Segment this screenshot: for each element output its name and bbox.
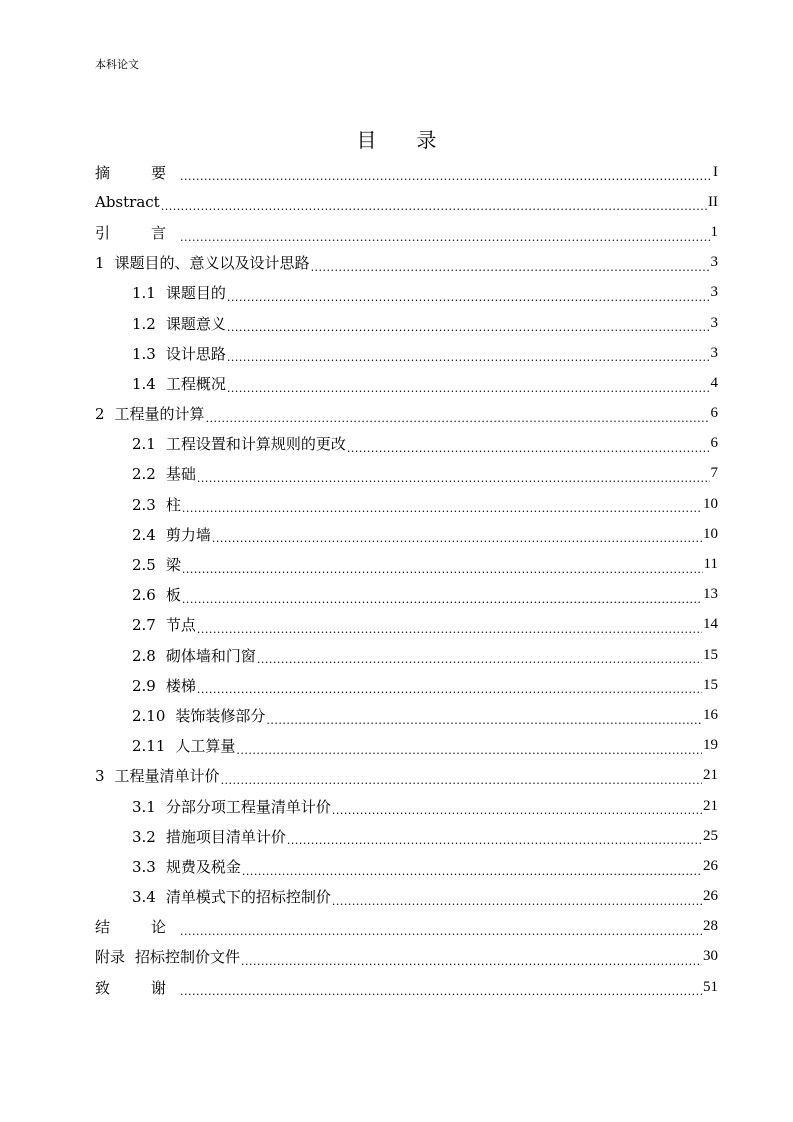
- toc-entry-label: 规费及税金: [165, 857, 241, 876]
- dot-leader: [197, 680, 702, 700]
- toc-entry-number: 2.4: [132, 525, 156, 544]
- toc-entry-number: 3.2: [132, 827, 156, 846]
- toc-entry-page: 21: [703, 767, 718, 784]
- toc-entry-page: 15: [703, 646, 718, 663]
- toc-entry-number: 1.2: [132, 314, 156, 333]
- toc-entry[interactable]: [95, 610, 718, 640]
- toc-entry-title: [132, 735, 235, 756]
- toc-entry-label: Abstract: [95, 193, 160, 212]
- toc-entry-page: 13: [703, 586, 718, 603]
- toc-entry-title: [132, 282, 226, 303]
- toc-entry-number: 附录: [95, 948, 126, 967]
- toc-entry-title: [132, 645, 256, 666]
- toc-entry-number: 2.1: [132, 435, 156, 454]
- toc-entry-number: 2.7: [132, 616, 156, 635]
- toc-entry-page: 15: [703, 676, 718, 693]
- dot-leader: [287, 831, 702, 851]
- dot-leader: [182, 560, 703, 580]
- toc-entry-title: [132, 494, 181, 515]
- toc-entry-number: 1.3: [132, 344, 156, 363]
- toc-entry-page: 4: [710, 374, 718, 391]
- dot-leader: [257, 650, 702, 670]
- toc-entry-title: [95, 403, 205, 424]
- toc-entry[interactable]: [95, 731, 718, 761]
- toc-entry-page: 21: [703, 797, 718, 814]
- toc-entry-label: 课题目的: [165, 284, 226, 303]
- toc-entry-label: 招标控制价文件: [135, 948, 241, 967]
- toc-title: 目录: [356, 128, 477, 152]
- toc-entry[interactable]: [95, 368, 718, 398]
- toc-entry-page: 3: [710, 344, 718, 361]
- toc-entry-title: [95, 162, 179, 183]
- toc-entry-title: [95, 222, 179, 243]
- toc-entry[interactable]: [95, 549, 718, 579]
- toc-entry-title: [132, 554, 181, 575]
- toc-entry-label: 基础: [165, 465, 196, 484]
- toc-entry[interactable]: [95, 791, 718, 821]
- toc-entry-label: 工程概况: [165, 374, 226, 393]
- toc-entry-page: 16: [703, 706, 718, 723]
- toc-entry-label: 摘 要: [95, 163, 180, 182]
- toc-entry-page: 26: [703, 888, 718, 905]
- toc-entry-number: 3.4: [132, 888, 156, 907]
- toc-entry-title: [132, 433, 346, 454]
- table-of-contents: [95, 157, 718, 1002]
- toc-entry-page: 10: [703, 495, 718, 512]
- toc-entry[interactable]: [95, 489, 718, 519]
- dot-leader: [180, 228, 709, 248]
- toc-entry-number: 1: [95, 254, 105, 273]
- toc-entry[interactable]: [95, 821, 718, 851]
- toc-entry-number: 1.1: [132, 284, 156, 303]
- toc-entry[interactable]: [95, 882, 718, 912]
- toc-entry[interactable]: [95, 278, 718, 308]
- toc-entry-title: [132, 313, 226, 334]
- toc-entry[interactable]: [95, 459, 718, 489]
- toc-entry[interactable]: [95, 640, 718, 670]
- toc-entry-title: [95, 193, 160, 211]
- toc-entry[interactable]: [95, 308, 718, 338]
- toc-entry-title: [95, 946, 240, 967]
- toc-entry-page: 6: [710, 435, 718, 452]
- toc-entry-page: 3: [710, 254, 718, 271]
- toc-entry-title: [95, 977, 179, 998]
- toc-entry-label: 剪力墙: [165, 525, 211, 544]
- toc-entry-page: 26: [703, 857, 718, 874]
- toc-entry[interactable]: [95, 429, 718, 459]
- toc-entry-label: 措施项目清单计价: [165, 827, 286, 846]
- toc-entry-number: 2.6: [132, 586, 156, 605]
- toc-entry-title: [132, 373, 226, 394]
- dot-leader: [227, 379, 710, 399]
- toc-entry-label: 工程量清单计价: [114, 767, 220, 786]
- toc-entry-label: 引 言: [95, 223, 180, 242]
- dot-leader: [161, 197, 707, 217]
- toc-entry[interactable]: [95, 338, 718, 368]
- toc-entry[interactable]: [95, 851, 718, 881]
- toc-entry-label: 节点: [165, 616, 196, 635]
- toc-entry-title: [132, 826, 286, 847]
- toc-entry-label: 课题目的、意义以及设计思路: [114, 254, 310, 273]
- toc-entry[interactable]: [95, 157, 718, 187]
- toc-entry-page: I: [713, 163, 718, 180]
- toc-entry-title: [132, 343, 226, 364]
- toc-entry-page: 30: [703, 948, 718, 965]
- dot-leader: [347, 439, 710, 459]
- toc-entry-page: 19: [703, 737, 718, 754]
- toc-entry-title: [132, 463, 196, 484]
- toc-entry-label: 柱: [165, 495, 181, 514]
- toc-entry-number: 2.5: [132, 556, 156, 575]
- dot-leader: [227, 288, 710, 308]
- toc-entry-label: 结 论: [95, 918, 180, 937]
- dot-leader: [180, 982, 702, 1002]
- dot-leader: [266, 711, 702, 731]
- toc-entry-page: II: [708, 193, 718, 210]
- toc-entry[interactable]: [95, 670, 718, 700]
- toc-entry-title: [132, 524, 211, 545]
- toc-entry-page: 7: [710, 465, 718, 482]
- toc-entry-label: 致 谢: [95, 978, 180, 997]
- toc-entry[interactable]: [95, 248, 718, 278]
- toc-entry-number: 2: [95, 405, 105, 424]
- dot-leader: [242, 862, 702, 882]
- dot-leader: [332, 801, 702, 821]
- toc-entry-page: 1: [710, 223, 718, 240]
- toc-entry-number: 2.9: [132, 676, 156, 695]
- toc-entry-label: 工程设置和计算规则的更改: [165, 435, 346, 454]
- toc-entry-title: [132, 886, 331, 907]
- toc-entry[interactable]: [95, 217, 718, 247]
- dot-leader: [227, 348, 710, 368]
- toc-entry-page: 6: [710, 405, 718, 422]
- toc-entry-number: 2.10: [132, 706, 166, 725]
- toc-entry-page: 28: [703, 918, 718, 935]
- dot-leader: [182, 590, 702, 610]
- toc-entry[interactable]: [95, 580, 718, 610]
- toc-entry-page: 25: [703, 827, 718, 844]
- toc-entry-page: 3: [710, 284, 718, 301]
- dot-leader: [332, 892, 702, 912]
- dot-leader: [311, 258, 710, 278]
- dot-leader: [227, 318, 710, 338]
- toc-entry-label: 设计思路: [165, 344, 226, 363]
- toc-entry-number: 3.1: [132, 797, 156, 816]
- toc-entry-title: [95, 252, 310, 273]
- toc-entry-number: 3.3: [132, 857, 156, 876]
- toc-entry[interactable]: [95, 912, 718, 942]
- toc-entry-label: 板: [165, 586, 181, 605]
- toc-entry-title: [132, 796, 331, 817]
- toc-entry-label: 砌体墙和门窗: [165, 646, 256, 665]
- toc-entry-label: 分部分项工程量清单计价: [165, 797, 331, 816]
- toc-entry-label: 工程量的计算: [114, 405, 205, 424]
- dot-leader: [180, 167, 712, 187]
- toc-entry-number: 1.4: [132, 374, 156, 393]
- toc-entry-label: 清单模式下的招标控制价: [165, 888, 331, 907]
- toc-entry-title: [132, 856, 241, 877]
- dot-leader: [236, 741, 702, 761]
- toc-entry-label: 楼梯: [165, 676, 196, 695]
- toc-entry-number: 2.11: [132, 737, 166, 756]
- toc-entry-label: 装饰装修部分: [175, 706, 266, 725]
- toc-entry-label: 梁: [165, 556, 181, 575]
- toc-entry-title: [132, 675, 196, 696]
- toc-entry-page: 11: [703, 556, 718, 573]
- dot-leader: [212, 529, 702, 549]
- toc-entry-number: 2.2: [132, 465, 156, 484]
- running-header: 本科论文: [95, 58, 139, 71]
- toc-entry-title: [132, 614, 196, 635]
- toc-entry-title: [95, 765, 220, 786]
- dot-leader: [182, 499, 702, 519]
- toc-entry-title: [132, 584, 181, 605]
- dot-leader: [180, 922, 702, 942]
- toc-entry-label: 课题意义: [165, 314, 226, 333]
- toc-entry[interactable]: [95, 187, 718, 217]
- toc-entry[interactable]: [95, 942, 718, 972]
- toc-entry-page: 10: [703, 525, 718, 542]
- toc-entry-page: 3: [710, 314, 718, 331]
- toc-entry[interactable]: [95, 519, 718, 549]
- toc-entry-number: 2.8: [132, 646, 156, 665]
- toc-entry[interactable]: [95, 761, 718, 791]
- toc-entry-number: 3: [95, 767, 105, 786]
- toc-entry-label: 人工算量: [175, 737, 236, 756]
- toc-entry-title: [95, 916, 179, 937]
- toc-entry-number: 2.3: [132, 495, 156, 514]
- toc-entry-page: 51: [703, 978, 718, 995]
- toc-entry-page: 14: [703, 616, 718, 633]
- dot-leader: [197, 469, 710, 489]
- toc-entry[interactable]: [95, 700, 718, 730]
- toc-entry-title: [132, 705, 265, 726]
- dot-leader: [206, 409, 710, 429]
- toc-entry[interactable]: [95, 399, 718, 429]
- dot-leader: [241, 952, 702, 972]
- toc-entry[interactable]: [95, 972, 718, 1002]
- dot-leader: [197, 620, 702, 640]
- dot-leader: [221, 771, 702, 791]
